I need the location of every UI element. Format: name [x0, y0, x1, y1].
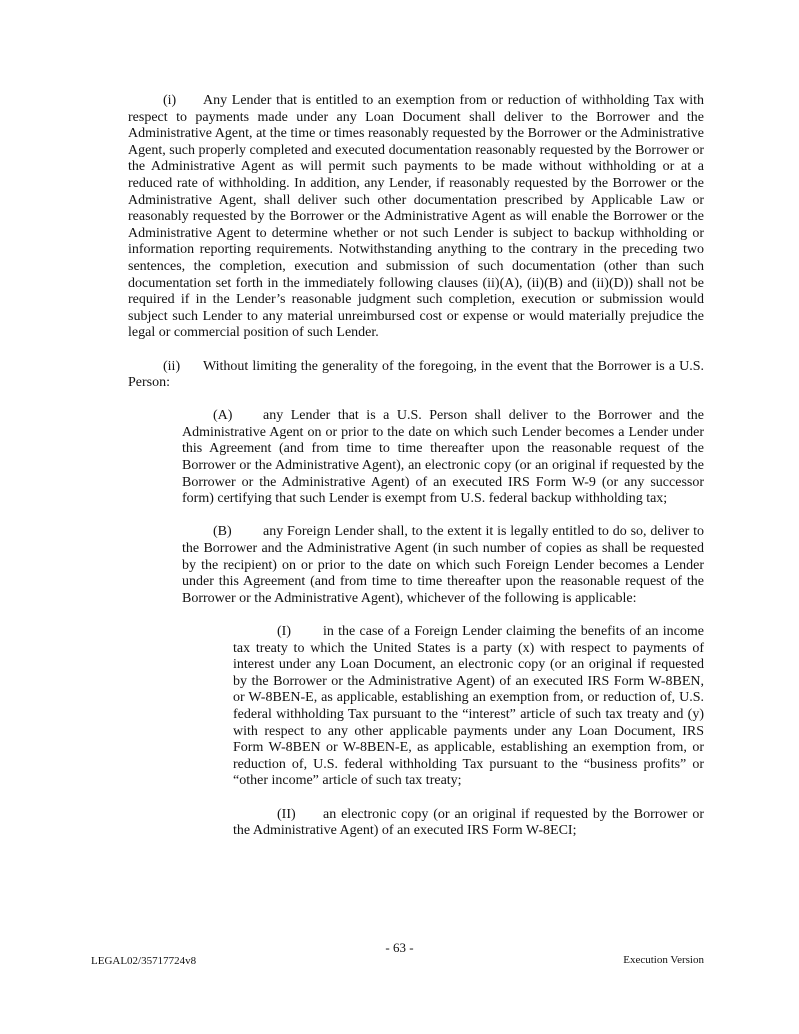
paragraph-I: [233, 624, 704, 790]
clause-label-A: (A): [213, 408, 233, 424]
footer-doc-id: LEGAL02/35717724v8: [91, 955, 197, 967]
paragraph-B: [182, 524, 704, 607]
clause-text-B: any Foreign Lender shall, to the extent it is legally entitled to do so, deliver to the Borrower and the Administrative Agent (in such number of copies as shall be requested by the recipient) on or prior to the date on which such Foreign Lender becomes a Lender under this Agreement (and from time to time thereafter upon the reasonable request of the Borrower or the Administrative Agent), whichever of the following is applicable:: [182, 524, 704, 606]
clause-label-i: (i): [163, 93, 177, 108]
paragraph-i: [128, 93, 704, 342]
clause-text-I: in the case of a Foreign Lender claiming the benefits of an income tax treaty to which the United States is a party (x) with respect to payments of interest under any Loan Document, an electronic copy (or an original if requested by the Borrower or the Administrative Agent) of an executed IRS Form W-8BEN, or W-8BEN-E, as applicable, establishing an exemption from, or reduction of, U.S. federal withholding Tax pursuant to the “interest” article of such tax treaty and (y) with respect to any other applicable payments under any Loan Document, IRS Form W-8BEN or W-8BEN-E, as applicable, establishing an exemption from, or reduction of, U.S. federal withholding Tax pursuant to the “business profits” or “other income” article of such tax treaty;: [233, 624, 704, 789]
clause-label-II: (II): [277, 806, 296, 822]
paragraph-A: [182, 408, 704, 508]
clause-text-II: an electronic copy (or an original if requested by the Borrower or the Administrative Agent) of an executed IRS Form W-8ECI;: [233, 806, 704, 839]
clause-text-A: any Lender that is a U.S. Person shall deliver to the Borrower and the Administrative Agent on or prior to the date on which such Lender becomes a Lender under this Agreement (and from time to time thereafter upon the reasonable request of the Borrower or the Administrative Agent), an electronic copy (or an original if requested by the Borrower or the Administrative Agent) of an executed IRS Form W-9 (or any successor form) certifying that such Lender is exempt from U.S. federal backup withholding tax;: [182, 408, 704, 507]
clause-label-ii: (ii): [163, 358, 181, 374]
document-body: [128, 93, 704, 840]
page-number: - 63 -: [385, 940, 414, 955]
clause-label-I: (I): [277, 624, 291, 639]
clause-text-i: Any Lender that is entitled to an exemption from or reduction of withholding Tax with respect to payments made under any Loan Document shall deliver to the Borrower and the Administrative Agent, at the time or times reasonably requested by the Borrower or the Administrative Agent, such properly completed and executed documentation reasonably requested by the Borrower or the Administrative Agent as will permit such payments to be made without withholding or at a reduced rate of withholding. In addition, any Lender, if reasonably requested by the Borrower or the Administrative Agent, shall deliver such other documentation prescribed by Applicable Law or reasonably requested by the Borrower or the Administrative Agent as will enable the Borrower or the Administrative Agent to determine whether or not such Lender is subject to backup withholding or information reporting requirements. Notwithstanding anything to the contrary in the preceding two sentences, the completion, execution and submission of such documentation (other than such documentation set forth in the immediately following clauses (ii)(A), (ii)(B) and (ii)(D)) shall not be required if in the Lender’s reasonable judgment such completion, execution or submission would subject such Lender to any material unreimbursed cost or expense or would materially prejudice the legal or commercial position of such Lender.: [128, 93, 704, 341]
footer-version-label: Execution Version: [623, 954, 704, 966]
clause-text-ii: Without limiting the generality of the foregoing, in the event that the Borrower is a U.S. Person:: [128, 358, 704, 391]
paragraph-II: [233, 807, 704, 840]
paragraph-ii: [128, 359, 704, 392]
clause-label-B: (B): [213, 524, 232, 540]
